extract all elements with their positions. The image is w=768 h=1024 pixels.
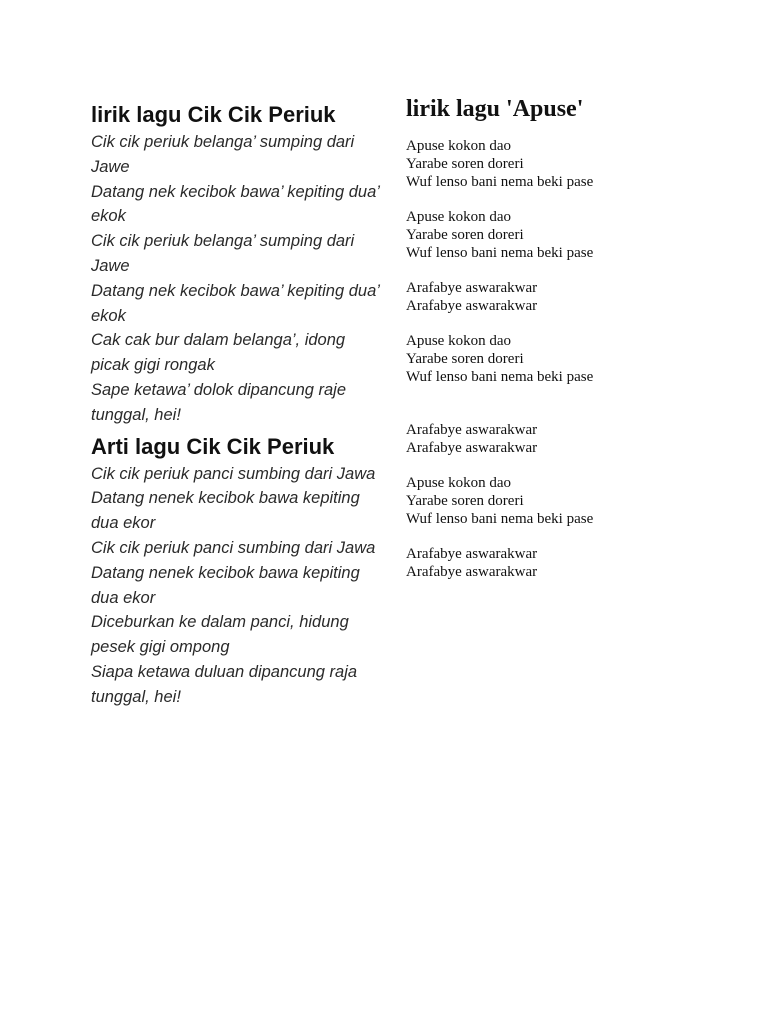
right-column xyxy=(406,93,746,598)
stanza-line: Yarabe soren doreri xyxy=(406,351,524,367)
stanza-line: Wuf lenso bani nema beki pase xyxy=(406,369,594,385)
lyrics-line: Datang nek kecibok bawa’ kepiting dua’ ekok xyxy=(91,281,380,325)
stanza-line: Yarabe soren doreri xyxy=(406,227,524,243)
stanza xyxy=(406,137,746,191)
stanza-line: Wuf lenso bani nema beki pase xyxy=(406,511,594,527)
meaning-line: Cik cik periuk panci sumbing dari Jawa xyxy=(91,464,376,483)
stanza-line: Yarabe soren doreri xyxy=(406,156,524,172)
meaning-line: Datang nenek kecibok bawa kepiting dua ekor xyxy=(91,489,360,533)
stanza-line: Apuse kokon dao xyxy=(406,333,511,349)
lyrics-body xyxy=(91,130,381,428)
meaning-line: Cik cik periuk panci sumbing dari Jawa xyxy=(91,538,376,557)
lyrics-line: Cik cik periuk belanga’ sumping dari Jawe xyxy=(91,133,355,176)
stanza-line: Arafabye aswarakwar xyxy=(406,546,538,562)
meaning-title: Arti lagu Cik Cik Periuk xyxy=(91,433,335,459)
stanza-line: Arafabye aswarakwar xyxy=(406,280,538,296)
lyrics-title: lirik lagu Cik Cik Periuk xyxy=(91,102,336,127)
stanza xyxy=(406,474,746,528)
stanza xyxy=(406,421,746,457)
stanza-line: Apuse kokon dao xyxy=(406,475,511,491)
stanza-line: Arafabye aswarakwar xyxy=(406,298,538,314)
meaning-line: Siapa ketawa duluan dipancung raja tunggal, hei! xyxy=(91,662,358,706)
stanza-line: Wuf lenso bani nema beki pase xyxy=(406,245,594,261)
lyrics-line: Datang nek kecibok bawa’ kepiting dua’ ekok xyxy=(91,182,380,226)
apuse-title: lirik lagu 'Apuse' xyxy=(406,96,584,122)
meaning-line: Diceburkan ke dalam panci, hidung pesek gigi ompong xyxy=(91,613,349,657)
stanza xyxy=(406,332,746,386)
lyrics-line: Cik cik periuk belanga’ sumping dari Jawe xyxy=(91,232,355,275)
stanza-line: Arafabye aswarakwar xyxy=(406,440,538,456)
stanza-line: Arafabye aswarakwar xyxy=(406,564,538,580)
stanza-line: Yarabe soren doreri xyxy=(406,493,524,509)
left-column xyxy=(91,100,381,710)
meaning-line: Datang nenek kecibok bawa kepiting dua ekor xyxy=(91,563,360,607)
stanza-line: Arafabye aswarakwar xyxy=(406,422,538,438)
stanza xyxy=(406,279,746,315)
stanza-line: Apuse kokon dao xyxy=(406,138,511,154)
stanza xyxy=(406,545,746,581)
stanza-line: Apuse kokon dao xyxy=(406,209,511,225)
lyrics-line: Sape ketawa’ dolok dipancung raje tunggal, hei! xyxy=(91,380,347,424)
meaning-body xyxy=(91,462,381,710)
stanza xyxy=(406,208,746,262)
lyrics-line: Cak cak bur dalam belanga’, idong picak gigi rongak xyxy=(91,331,346,375)
stanza-line: Wuf lenso bani nema beki pase xyxy=(406,174,594,190)
